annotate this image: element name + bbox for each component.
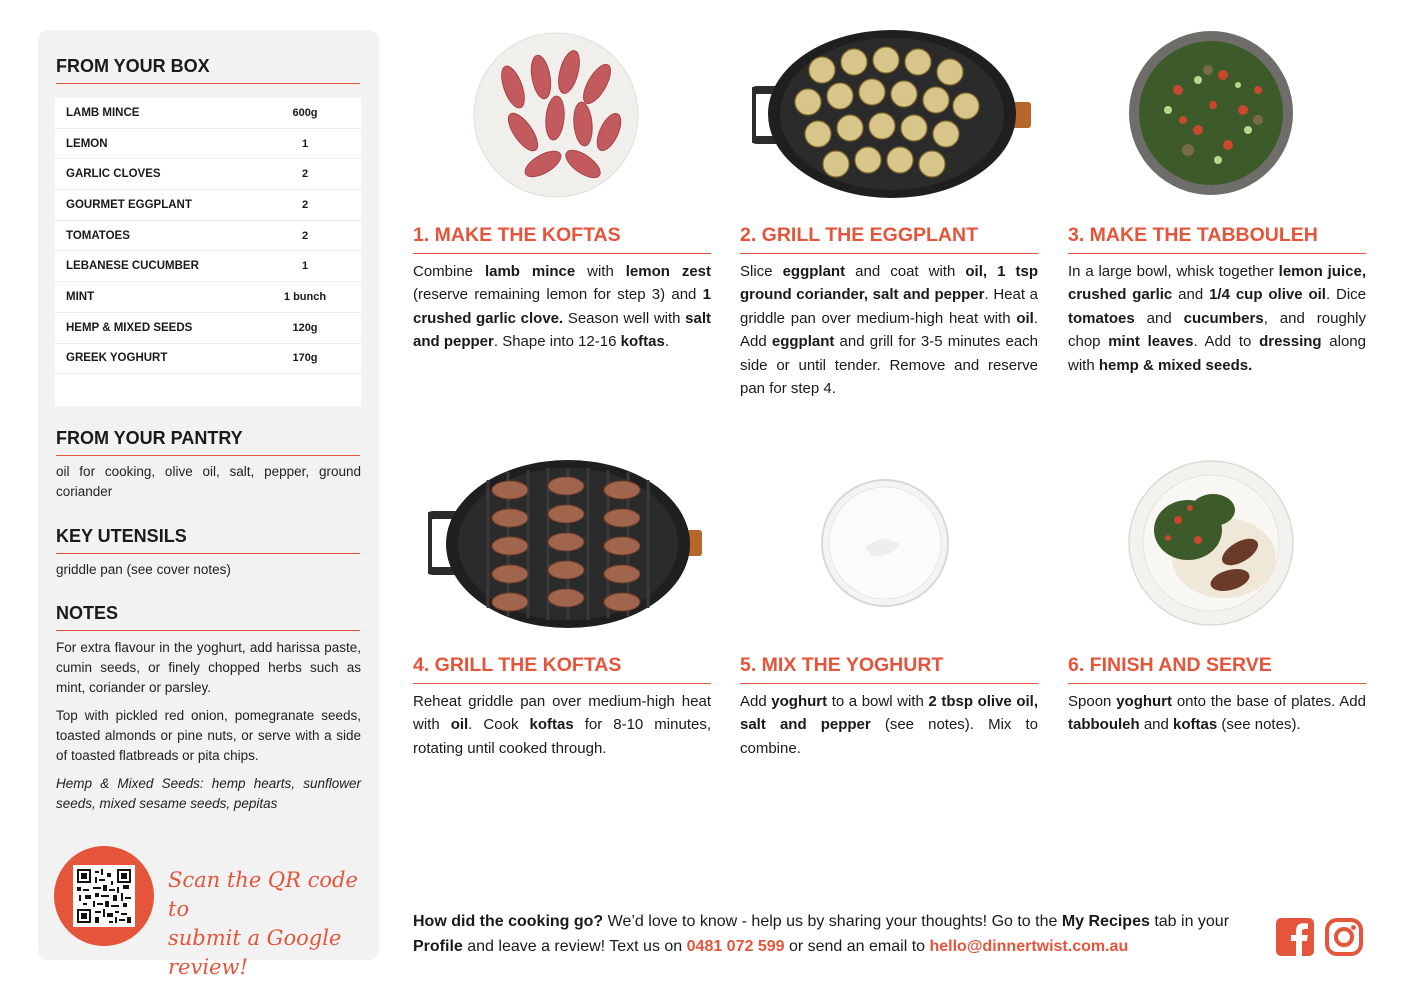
- text-segment: In a large bowl, whisk together: [1068, 263, 1279, 280]
- step-5-text: [740, 690, 1038, 760]
- text-segment: and leave a review! Text us on: [462, 938, 687, 955]
- step-3-text: [1068, 260, 1366, 377]
- ingredient-name: GOURMET EGGPLANT: [66, 198, 192, 211]
- emphasis-text: Profile: [413, 938, 463, 955]
- text-segment: Spoon: [1068, 693, 1117, 710]
- contact-link[interactable]: 0481 072 599: [686, 938, 785, 955]
- step-2-text: [740, 260, 1038, 400]
- step-3-title: 3. MAKE THE TABBOULEH: [1068, 224, 1366, 254]
- ingredient-name: GARLIC CLOVES: [66, 168, 161, 181]
- step-6-title: 6. FINISH AND SERVE: [1068, 654, 1366, 684]
- text-segment: Add: [740, 693, 772, 710]
- emphasis-text: yoghurt: [771, 693, 828, 710]
- served-plate-image: [1128, 460, 1294, 626]
- tabbouleh-bowl-image: [1128, 30, 1294, 196]
- qr-code-icon: [73, 865, 135, 927]
- utensils-text: griddle pan (see cover notes): [56, 562, 231, 577]
- emphasis-text: cucumbers: [1183, 309, 1264, 327]
- notes-paragraph-1: For extra flavour in the yoghurt, add harissa paste, cumin seeds, or finely chopped herbs such as mint, coriander or parsley.: [56, 640, 361, 695]
- eggplant-griddle-pan-image: [752, 30, 1032, 198]
- emphasis-text: lamb mince: [484, 263, 576, 280]
- notes-paragraph-2: Top with pickled red onion, pomegranate seeds, toasted almonds or pine nuts, or serve with a side of toasted flatbreads or pita chips.: [56, 708, 361, 763]
- text-segment: for 8-10 minutes, rotating until cooked through.: [413, 716, 712, 757]
- qr-line-1: Scan the QR code to: [168, 868, 358, 921]
- emphasis-text: lemon juice, crushed garlic: [1068, 263, 1366, 304]
- emphasis-text: oil: [1016, 309, 1034, 327]
- emphasis-text: eggplant: [771, 333, 835, 351]
- text-segment: Season well with: [563, 309, 686, 327]
- table-row: [55, 221, 361, 252]
- text-segment: and grill for 3-5 minutes each side or until tender. Remove and reserve pan for step 4.: [740, 333, 1039, 398]
- text-segment: . Cook: [468, 716, 530, 734]
- qr-line-2: submit a Google review!: [168, 926, 342, 979]
- table-row: [55, 159, 361, 190]
- text-segment: and coat with: [845, 263, 966, 280]
- text-segment: (reserve remaining lemon for step 3) and: [413, 286, 703, 304]
- text-segment: onto the base of plates. Add: [1172, 693, 1366, 710]
- step-4-text: [413, 690, 711, 760]
- yoghurt-bowl-image: [820, 478, 950, 608]
- text-segment: We’d love to know - help us by sharing your thoughts! Go to the: [603, 913, 1062, 930]
- step-4-title: 4. GRILL THE KOFTAS: [413, 654, 711, 684]
- step-1-title: 1. MAKE THE KOFTAS: [413, 224, 711, 254]
- ingredient-qty: 2: [301, 168, 309, 181]
- emphasis-text: mint leaves: [1108, 333, 1194, 351]
- ingredient-qty: 170g: [292, 352, 318, 365]
- text-segment: tab in your: [1149, 913, 1230, 930]
- ingredients-sidebar: [38, 30, 379, 979]
- qr-call-to-action: [168, 866, 368, 982]
- ingredient-name: TOMATOES: [66, 229, 130, 242]
- emphasis-text: tabbouleh: [1068, 716, 1140, 734]
- emphasis-text: My Recipes: [1061, 913, 1150, 930]
- text-segment: or send an email to: [784, 938, 930, 955]
- emphasis-text: koftas: [529, 716, 574, 734]
- emphasis-text: yoghurt: [1116, 693, 1173, 710]
- text-segment: . Dice: [1325, 286, 1366, 304]
- text-segment: Reheat griddle pan over medium-high heat with: [413, 693, 711, 734]
- ingredient-name: HEMP & MIXED SEEDS: [66, 321, 193, 334]
- koftas-raw-plate-image: [473, 32, 639, 198]
- ingredients-table: [55, 98, 361, 406]
- text-segment: and: [1172, 286, 1210, 304]
- text-segment: and: [1139, 716, 1174, 734]
- table-row: [55, 313, 361, 344]
- emphasis-text: hemp & mixed seeds.: [1098, 356, 1253, 374]
- emphasis-text: oil, 1 tsp ground coriander, salt and pepper: [740, 263, 1038, 304]
- step-5-title: 5. MIX THE YOGHURT: [740, 654, 1038, 684]
- text-segment: and: [1134, 309, 1184, 327]
- ingredient-name: GREEK YOGHURT: [66, 352, 168, 365]
- emphasis-text: How did the cooking go?: [413, 913, 604, 930]
- pantry-text: oil for cooking, olive oil, salt, pepper, ground coriander: [56, 464, 361, 499]
- text-segment: Slice: [740, 263, 783, 280]
- emphasis-text: 1/4 cup olive oil: [1209, 286, 1326, 304]
- emphasis-text: koftas: [1173, 716, 1218, 734]
- text-segment: . Add to: [1193, 333, 1260, 351]
- notes-title: NOTES: [56, 603, 360, 631]
- text-segment: , and roughly chop: [1068, 309, 1366, 351]
- table-row: [55, 129, 361, 160]
- contact-link[interactable]: hello@dinnertwist.com.au: [929, 938, 1129, 955]
- ingredient-name: MINT: [66, 290, 95, 303]
- table-row: [55, 282, 361, 313]
- table-row: [55, 98, 361, 129]
- instagram-icon[interactable]: [1325, 918, 1363, 956]
- emphasis-text: eggplant: [782, 263, 846, 280]
- utensils-title: KEY UTENSILS: [56, 526, 360, 554]
- text-segment: to a bowl with: [827, 693, 929, 710]
- pantry-title: FROM YOUR PANTRY: [56, 428, 360, 456]
- facebook-icon[interactable]: [1276, 918, 1314, 956]
- text-segment: Combine: [413, 263, 485, 280]
- ingredient-qty: 1 bunch: [283, 290, 327, 303]
- qr-code-badge[interactable]: [54, 846, 154, 946]
- emphasis-text: salt and pepper: [413, 309, 712, 351]
- from-box-title: FROM YOUR BOX: [56, 56, 360, 84]
- text-segment: . Shape into 12-16: [493, 333, 621, 351]
- ingredient-name: LEBANESE CUCUMBER: [66, 260, 199, 273]
- ingredient-qty: 1: [301, 260, 309, 273]
- table-row: [55, 190, 361, 221]
- text-segment: (see notes).: [1217, 716, 1301, 734]
- emphasis-text: 1 crushed garlic clove.: [413, 286, 711, 327]
- ingredient-qty: 2: [301, 198, 309, 211]
- emphasis-text: lemon zest: [625, 263, 711, 280]
- step-2-title: 2. GRILL THE EGGPLANT: [740, 224, 1038, 254]
- emphasis-text: oil: [450, 716, 469, 734]
- step-1-text: [413, 260, 711, 354]
- emphasis-text: tomatoes: [1068, 309, 1135, 327]
- koftas-griddle-pan-image: [428, 460, 704, 628]
- ingredient-name: LEMON: [66, 137, 108, 150]
- emphasis-text: koftas: [620, 333, 665, 351]
- table-row: [55, 251, 361, 282]
- text-segment: . Heat a griddle pan over medium-high heat with: [740, 286, 1039, 327]
- text-segment: (see notes). Mix to combine.: [740, 716, 1039, 757]
- text-segment: . Add: [740, 309, 1038, 351]
- text-segment: .: [664, 333, 669, 351]
- ingredient-qty: 1: [301, 137, 309, 150]
- review-footer: [413, 909, 1263, 959]
- ingredient-qty: 2: [301, 229, 309, 242]
- emphasis-text: dressing: [1259, 333, 1322, 351]
- table-row: [55, 344, 361, 375]
- notes-paragraph-3: Hemp & Mixed Seeds: hemp hearts, sunflower seeds, mixed sesame seeds, pepitas: [56, 776, 361, 811]
- text-segment: along with: [1068, 333, 1366, 374]
- ingredient-qty: 600g: [292, 106, 318, 119]
- text-segment: with: [575, 263, 626, 280]
- ingredient-qty: 120g: [292, 321, 318, 334]
- emphasis-text: 2 tbsp olive oil, salt and pepper: [740, 693, 1039, 734]
- step-6-text: [1068, 690, 1366, 737]
- ingredient-name: LAMB MINCE: [66, 106, 140, 119]
